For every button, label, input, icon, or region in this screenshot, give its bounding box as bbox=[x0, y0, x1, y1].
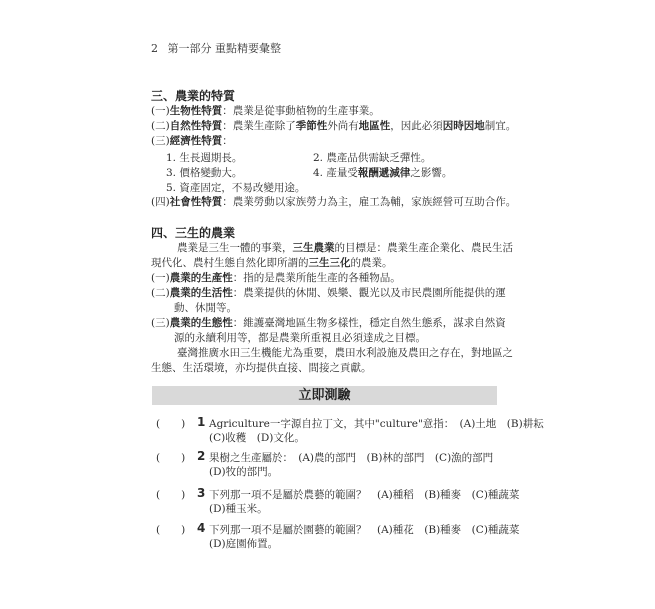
paragraph-line: (一)生物性特質：農業是從事動植物的生產事業。 bbox=[151, 105, 380, 117]
list-item: 1. 生長週期長。 bbox=[166, 152, 243, 164]
list-item: 2. 農產品供需缺乏彈性。 bbox=[313, 152, 432, 164]
header-title: 第一部分 重點精要彙整 bbox=[167, 42, 281, 55]
paragraph-line: 動、休閒等。 bbox=[174, 302, 237, 314]
answer-blank: ( ) bbox=[156, 452, 186, 464]
answer-blank: ( ) bbox=[156, 489, 186, 501]
answer-blank: ( ) bbox=[156, 524, 186, 536]
list-item: 4. 產量受報酬遞減律之影響。 bbox=[313, 167, 453, 179]
section-heading: 三、農業的特質 bbox=[151, 89, 236, 103]
paragraph-line: 源的永續利用等，都是農業所重視且必須達成之目標。 bbox=[174, 332, 426, 344]
answer-blank: ( ) bbox=[156, 418, 186, 430]
page-header bbox=[151, 40, 281, 56]
question-options: (D)牧的部門。 bbox=[209, 466, 279, 478]
question-number: 4 bbox=[197, 521, 206, 535]
paragraph-line: 農業是三生一體的事業，三生農業的目標是：農業生產企業化、農民生活 bbox=[177, 242, 513, 254]
paragraph-line: 生態、生活環境，亦均提供直接、間接之貢獻。 bbox=[151, 362, 372, 374]
paragraph-line: (三)農業的生態性：維護臺灣地區生物多樣性，穩定自然生態系，謀求自然資 bbox=[151, 317, 506, 329]
paragraph-line: (一)農業的生產性：指的是農業所能生產的各種物品。 bbox=[151, 272, 401, 284]
list-item: 3. 價格變動大。 bbox=[166, 167, 243, 179]
paragraph-line: 現代化、農村生態自然化即所謂的三生三化的農業。 bbox=[151, 257, 393, 269]
question-number: 1 bbox=[197, 415, 206, 429]
paragraph-line: 臺灣推廣水田三生機能尤為重要，農田水利設施及農田之存在，對地區之 bbox=[177, 347, 513, 359]
question-options: (D)庭園佈置。 bbox=[209, 538, 279, 550]
quiz-title: 立即測驗 bbox=[152, 386, 497, 405]
question-text: 果樹之生產屬於： (A)農的部門 (B)林的部門 (C)漁的部門 bbox=[209, 452, 494, 464]
question-options: (C)收穫 (D)文化。 bbox=[209, 432, 305, 444]
paragraph-line: (二)農業的生活性：農業提供的休閒、娛樂、觀光以及市民農園所能提供的運 bbox=[151, 287, 506, 299]
question-text: 下列那一項不是屬於園藝的範圍？ (A)種花 (B)種麥 (C)種蔬菜 bbox=[209, 524, 520, 536]
page-number: 2 bbox=[151, 42, 158, 55]
question-options: (D)種玉米。 bbox=[209, 503, 268, 515]
list-item: 5. 資產固定，不易改變用途。 bbox=[166, 182, 306, 194]
question-number: 3 bbox=[197, 486, 206, 500]
question-number: 2 bbox=[197, 449, 206, 463]
paragraph-line: (二)自然性特質：農業生產除了季節性外尚有地區性，因此必須因時因地制宜。 bbox=[151, 120, 517, 132]
paragraph-line: (四)社會性特質：農業勞動以家族勞力為主，雇工為輔，家族經營可互助合作。 bbox=[151, 196, 517, 208]
question-text: 下列那一項不是屬於農藝的範圍？ (A)種稻 (B)種麥 (C)種蔬菜 bbox=[209, 489, 520, 501]
paragraph-line: (三)經濟性特質： bbox=[151, 135, 233, 147]
question-text: Agriculture一字源自拉丁文，其中"culture"意指： (A)土地 (B)耕耘 bbox=[209, 418, 544, 430]
section-heading: 四、三生的農業 bbox=[151, 226, 236, 240]
